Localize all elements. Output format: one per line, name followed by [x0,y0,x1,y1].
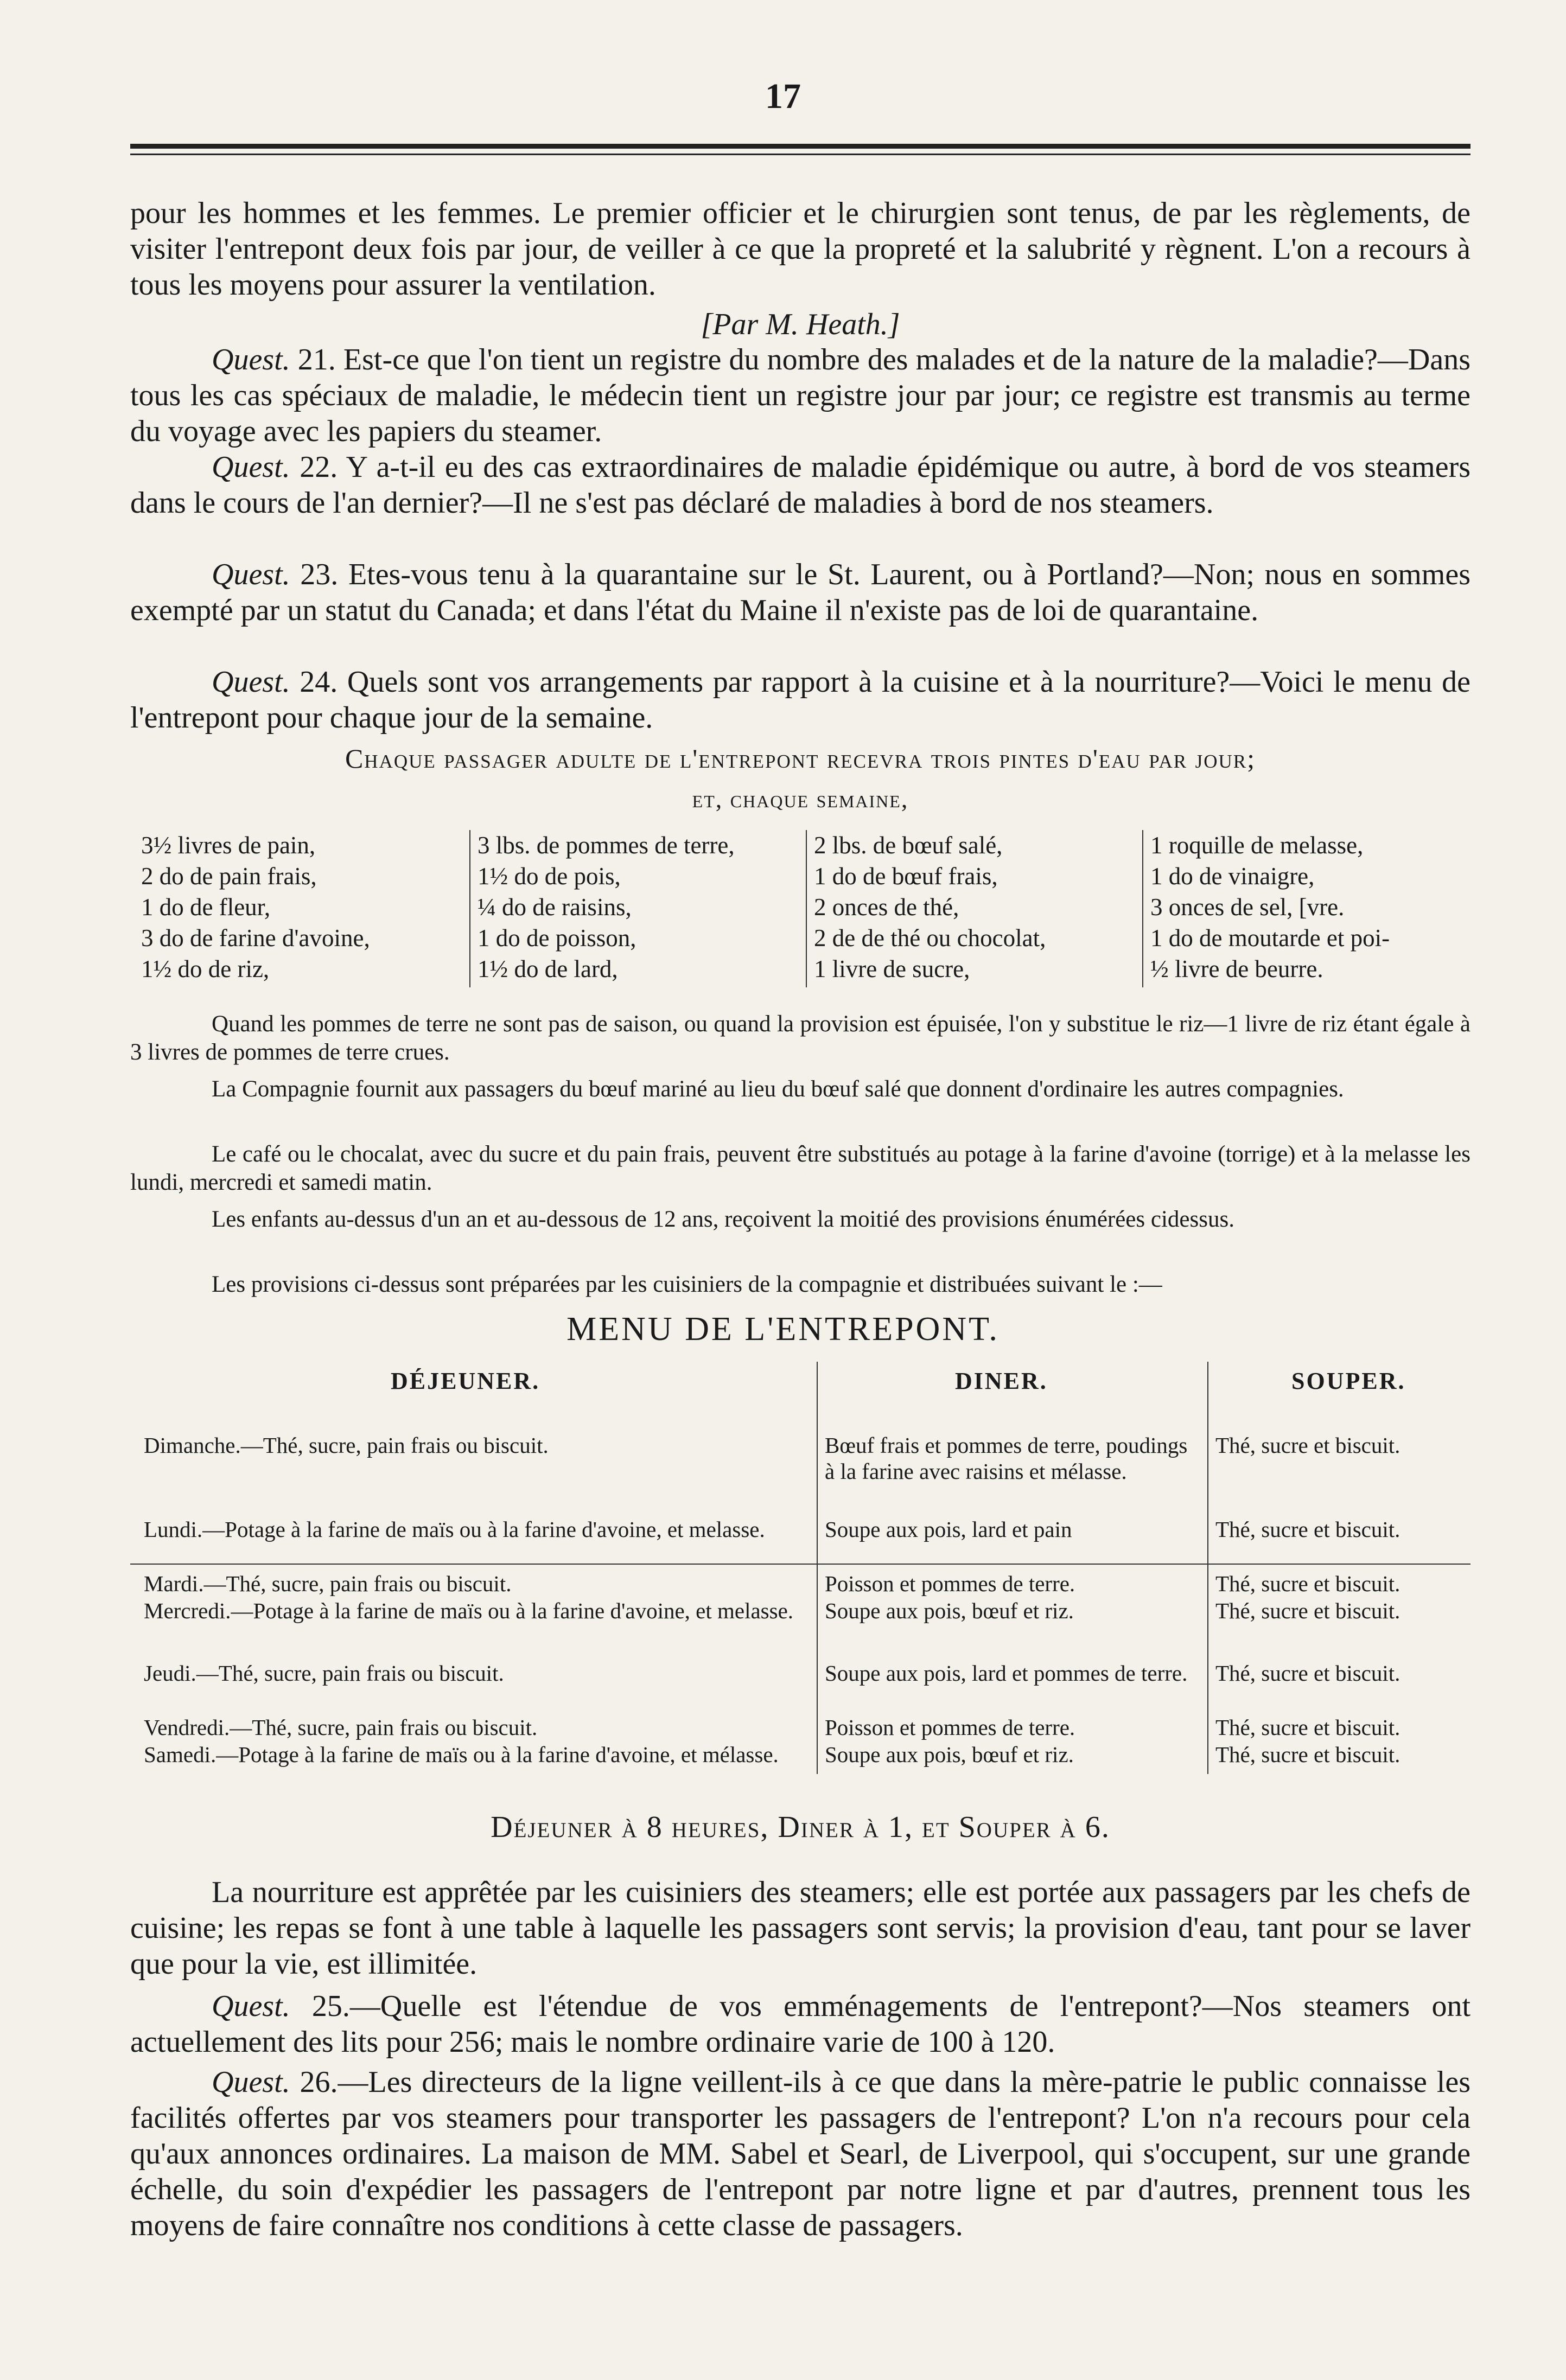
provision-item: 3 lbs. de pommes de terre, [478,832,735,859]
question-number: 24. [300,665,338,699]
provision-item: 3½ livres de pain, [141,832,316,859]
question-label: Quest. [212,343,290,377]
question-25 [130,1988,1470,2060]
question-text: —Les directeurs de la ligne veillent-ils à ce que dans la mère-patrie le public connaisse les facilités offertes par vos steamers pour transporter les passagers de l'entrepont? L'on n'a recours pour cela qu'aux annonces ordinaires. La maison de MM. Sabel et Searl, de Liverpool, qui s'occupent, sur une grande échelle, du soin d'expédier les passagers de l'entrepont par notre ligne et par d'autres, prennent tous les moyens de faire connaître nos conditions à cette classe de passagers. [130,2065,1470,2242]
menu-cell: Dimanche.—Thé, sucre, pain frais ou biscuit. [144,1433,549,1458]
note-potatoes: Quand les pommes de terre ne sont pas de saison, ou quand la provision est épuisée, l'on y substitue le riz—1 livre de riz étant égale à 3 livres de pommes de terre crues. [130,1011,1470,1065]
question-label: Quest. [212,665,290,699]
menu-cell: Poisson et pommes de terre. [825,1571,1075,1596]
header-rule-thin [130,154,1470,155]
menu-header-souper: SOUPER. [1291,1368,1406,1394]
menu-cell: Mercredi.—Potage à la farine de maïs ou à la farine d'avoine, et melasse. [144,1598,794,1623]
question-text: Y a-t-il eu des cas extraordinaires de maladie épidémique ou autre, à bord de vos steamers dans le cours de l'an dernier?—Il ne s'est pas déclaré de maladies à bord de nos steamers. [130,450,1471,520]
provision-item: 2 onces de thé, [814,894,959,921]
question-text: Etes-vous tenu à la quarantaine sur le St. Laurent, ou à Portland?—Non; nous en sommes exempté par un statut du Canada; et dans l'état du Maine il n'existe pas de loi de quarantaine. [130,558,1470,627]
question-24 [130,664,1470,736]
menu-cell: Soupe aux pois, lard et pain [825,1517,1072,1542]
menu-cell: Mardi.—Thé, sucre, pain frais ou biscuit. [144,1571,512,1596]
question-26 [130,2064,1470,2243]
menu-cell: Thé, sucre et biscuit. [1215,1433,1401,1458]
closing-paragraph: La nourriture est apprêtée par les cuisiniers des steamers; elle est portée aux passagers par les chefs de cuisine; les repas se font à une table à laquelle les passagers sont servis; la provision d'eau, tant pour se laver que pour la vie, est illimitée. [130,1875,1470,1981]
provisions-column [478,830,735,985]
provision-item: 3 onces de sel, [vre. [1150,894,1345,921]
note-coffee: Le café ou le chocalat, avec du sucre et du pain frais, peuvent être substitués au potage à la farine d'avoine (torrige) et à la melasse les lundi, mercredi et samedi matin. [130,1141,1470,1195]
menu-cell: Thé, sucre et biscuit. [1215,1598,1401,1623]
ration-heading-line2: et, chaque semaine, [692,785,909,813]
menu-divider-left [817,1362,818,1774]
provisions-grid [130,830,1470,993]
menu-cell: Lundi.—Potage à la farine de maïs ou à la farine d'avoine, et melasse. [144,1517,765,1542]
question-text: —Quelle est l'étendue de vos emménagements de l'entrepont?—Nos steamers ont actuellement des lits pour 256; mais le nombre ordinaire varie de 100 à 120. [130,1989,1471,2059]
question-23 [130,557,1470,628]
provision-item: 2 do de pain frais, [141,863,317,890]
provision-item: 1 roquille de melasse, [1150,832,1364,859]
menu-title: MENU DE L'ENTREPONT. [566,1311,1000,1348]
header-rule-thick [130,144,1470,149]
provisions-column [814,830,1046,985]
menu-cell: Bœuf frais et pommes de terre, poudings à la farine avec raisins et mélasse. [825,1433,1188,1484]
question-text: Quels sont vos arrangements par rapport à la cuisine et à la nourriture?—Voici le menu de l'entrepont pour chaque jour de la semaine. [130,665,1471,735]
ration-heading-line1: Chaque passager adulte de l'entrepont recevra trois pintes d'eau par jour; [345,743,1256,774]
question-number: 21. [297,343,336,377]
menu-cell: Soupe aux pois, bœuf et riz. [825,1598,1074,1623]
question-22 [130,449,1470,521]
provision-item: 1 do de poisson, [478,924,636,952]
provision-item: 3 do de farine d'avoine, [141,924,370,952]
provision-item: 1 do de moutarde et poi- [1150,924,1390,952]
question-label: Quest. [212,450,290,484]
provisions-column [1150,830,1390,985]
menu-cell: Jeudi.—Thé, sucre, pain frais ou biscuit. [144,1661,504,1686]
provision-item: ½ livre de beurre. [1150,955,1323,982]
provision-item: 1½ do de pois, [478,863,621,890]
question-number: 26. [300,2065,338,2099]
question-number: 22. [300,450,338,484]
meal-times: Déjeuner à 8 heures, Diner à 1, et Souper à 6. [491,1810,1110,1844]
provisions-column [141,830,370,985]
question-21 [130,342,1470,449]
provision-item: 1 do de bœuf frais, [814,863,998,890]
question-label: Quest. [212,2065,290,2099]
menu-row-rule [130,1564,1470,1565]
provision-item: 1 do de fleur, [141,894,271,921]
provision-item: 1½ do de riz, [141,955,270,982]
column-divider [1142,830,1143,987]
intro-paragraph: pour les hommes et les femmes. Le premier officier et le chirurgien sont tenus, de par les règlements, de visiter l'entrepont deux fois par jour, de veiller à ce que la propreté et la salubrité y règnent. L'on a recours à tous les moyens pour assurer la ventilation. [130,196,1470,302]
menu-cell: Thé, sucre et biscuit. [1215,1661,1401,1686]
menu-divider-right [1207,1362,1208,1774]
question-text: Est-ce que l'on tient un registre du nombre des malades et de la nature de la maladie?—Dans tous les cas spéciaux de maladie, le médecin tient un registre jour par jour; ce registre est transmis au terme du voyage avec les papiers du steamer. [130,343,1470,448]
menu-header-dejeuner: DÉJEUNER. [391,1368,540,1394]
provision-item: 1 livre de sucre, [814,955,970,982]
question-label: Quest. [212,558,290,591]
provision-item: 1½ do de lard, [478,955,618,982]
attribution: [Par M. Heath.] [701,308,900,341]
menu-cell: Thé, sucre et biscuit. [1215,1742,1401,1767]
menu-cell: Thé, sucre et biscuit. [1215,1517,1401,1542]
question-label: Quest. [212,1989,290,2023]
menu-cell: Soupe aux pois, lard et pommes de terre. [825,1661,1188,1686]
menu-cell: Poisson et pommes de terre. [825,1715,1075,1740]
menu-cell: Thé, sucre et biscuit. [1215,1715,1401,1740]
menu-header-diner: DINER. [955,1368,1048,1394]
note-preparation: Les provisions ci-dessus sont préparées par les cuisiniers de la compagnie et distribuées suivant le :— [212,1272,1162,1297]
menu-cell: Soupe aux pois, bœuf et riz. [825,1742,1074,1767]
provision-item: 2 lbs. de bœuf salé, [814,832,1003,859]
provision-item: ¼ do de raisins, [478,894,632,921]
menu-cell: Vendredi.—Thé, sucre, pain frais ou biscuit. [144,1715,538,1740]
question-number: 23. [300,558,339,591]
menu-cell: Thé, sucre et biscuit. [1215,1571,1401,1596]
page-number: 17 [765,76,801,116]
column-divider [469,830,470,987]
menu-cell: Samedi.—Potage à la farine de maïs ou à la farine d'avoine, et mélasse. [144,1742,779,1767]
column-divider [806,830,807,987]
note-children: Les enfants au-dessus d'un an et au-dessous de 12 ans, reçoivent la moitié des provisions énumérées cidessus. [212,1207,1234,1232]
provision-item: 1 do de vinaigre, [1150,863,1315,890]
question-number: 25. [311,1989,350,2023]
provision-item: 2 de de thé ou chocolat, [814,924,1046,952]
note-beef: La Compagnie fournit aux passagers du bœuf mariné au lieu du bœuf salé que donnent d'ordinaire les autres compagnies. [212,1076,1344,1102]
